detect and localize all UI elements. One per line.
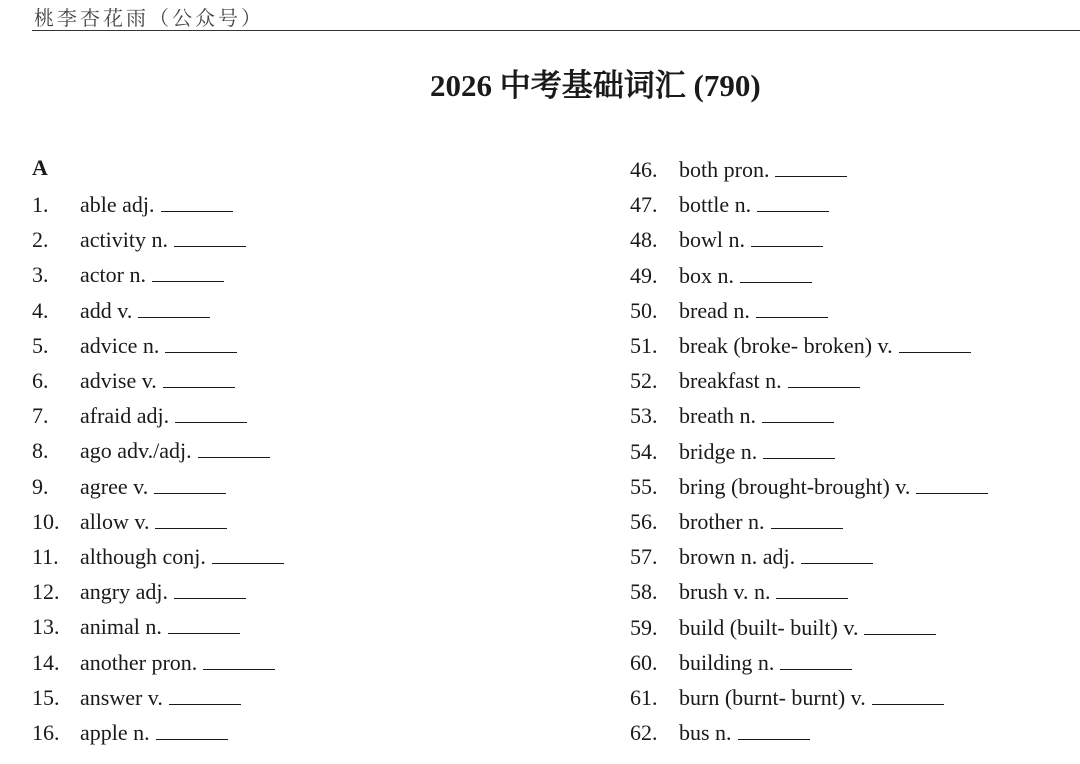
entry-number: 9.: [32, 473, 49, 499]
entry-word-text: bridge n.: [679, 438, 758, 464]
entry-word-text: bread n.: [679, 297, 750, 323]
entry-word: [80, 331, 237, 361]
answer-blank[interactable]: [771, 508, 843, 529]
entry-word: [679, 225, 823, 255]
entry-word: [80, 436, 270, 466]
entry-number: 55.: [630, 473, 658, 499]
entry-word-text: build (built- built) v.: [679, 614, 859, 640]
entry-number: 11.: [32, 544, 59, 569]
answer-blank[interactable]: [864, 614, 936, 635]
answer-blank[interactable]: [762, 402, 834, 423]
entry-number: 6.: [32, 368, 49, 393]
vocab-entry: [32, 718, 150, 748]
entry-number: 54.: [630, 438, 658, 464]
header-bar: [32, 0, 1080, 31]
answer-blank[interactable]: [872, 684, 944, 705]
entry-word: [80, 507, 227, 537]
answer-blank[interactable]: [198, 437, 270, 458]
entry-word: [80, 260, 224, 290]
vocab-entry: [630, 648, 775, 678]
entry-word-text: bottle n.: [679, 192, 752, 218]
entry-word: [679, 331, 971, 361]
entry-word-text: brown n. adj.: [679, 544, 796, 570]
entry-word-text: breath n.: [679, 403, 756, 429]
vocab-entry: [630, 155, 770, 185]
vocab-entry: [32, 331, 160, 361]
page-title: 2026 中考基础词汇 (790): [430, 68, 761, 103]
vocab-entry: [32, 472, 149, 502]
vocab-entry: [630, 577, 771, 607]
vocab-entry: [630, 437, 758, 467]
vocab-entry: [32, 436, 192, 466]
section-letter: A: [32, 155, 48, 180]
entry-word-text: brother n.: [679, 509, 765, 534]
entry-word: [679, 648, 852, 678]
entry-word-text: afraid adj.: [80, 403, 170, 429]
vocab-entry: [32, 648, 198, 678]
entry-word-text: both pron.: [679, 157, 770, 182]
entry-word-text: animal n.: [80, 614, 162, 640]
vocab-entry: [32, 401, 170, 431]
vocab-entry: [32, 366, 157, 396]
entry-word: [679, 261, 812, 291]
entry-number: 13.: [32, 614, 60, 640]
answer-blank[interactable]: [175, 402, 247, 423]
entry-word: [80, 612, 240, 642]
vocab-entry: [630, 331, 893, 361]
entry-number: 60.: [630, 649, 658, 675]
entry-word: [80, 718, 228, 748]
entry-word-text: advice n.: [80, 332, 160, 358]
answer-blank[interactable]: [161, 191, 233, 212]
entry-word-text: brush v. n.: [679, 579, 771, 605]
entry-word-text: box n.: [679, 262, 734, 288]
vocab-entry: [630, 472, 911, 502]
answer-blank[interactable]: [763, 438, 835, 459]
entry-number: 10.: [32, 508, 60, 534]
answer-blank[interactable]: [203, 649, 275, 670]
entry-word: [679, 542, 873, 572]
vocab-entry: [32, 577, 168, 607]
entry-number: 4.: [32, 297, 49, 323]
entry-number: 7.: [32, 403, 49, 429]
answer-blank[interactable]: [916, 473, 988, 494]
vocab-entry: [630, 296, 750, 326]
entry-number: 56.: [630, 509, 658, 534]
vocab-entry: [32, 190, 155, 220]
entry-word: [80, 401, 247, 431]
watermark-text: 桃李杏花雨（公众号）: [34, 6, 264, 30]
entry-word-text: bring (brought-brought) v.: [679, 473, 911, 499]
vocab-entry: [32, 542, 206, 572]
answer-blank[interactable]: [174, 226, 246, 247]
answer-blank[interactable]: [788, 367, 860, 388]
entry-number: 5.: [32, 332, 49, 358]
entry-number: 62.: [630, 720, 658, 746]
vocab-entry: [630, 190, 752, 220]
entry-word-text: able adj.: [80, 192, 155, 217]
entry-number: 8.: [32, 438, 49, 464]
entry-word: [679, 437, 835, 467]
answer-blank[interactable]: [899, 332, 971, 353]
vocab-entry: [630, 718, 732, 748]
entry-number: 52.: [630, 368, 658, 394]
entry-word-text: bus n.: [679, 720, 732, 746]
answer-blank[interactable]: [163, 367, 235, 388]
entry-word-text: answer v.: [80, 684, 163, 710]
entry-number: 47.: [630, 192, 658, 218]
entry-word-text: activity n.: [80, 227, 168, 253]
vocab-entry: [630, 507, 765, 537]
vocab-entry: [630, 225, 745, 255]
entry-word: [679, 190, 829, 220]
answer-blank[interactable]: [156, 719, 228, 740]
entry-number: 53.: [630, 403, 658, 429]
entry-word-text: advise v.: [80, 368, 157, 393]
answer-blank[interactable]: [165, 332, 237, 353]
answer-blank[interactable]: [154, 473, 226, 494]
entry-word: [679, 577, 848, 607]
answer-blank[interactable]: [757, 191, 829, 212]
entry-word-text: breakfast n.: [679, 368, 782, 394]
vocab-entry: [630, 401, 756, 431]
answer-blank[interactable]: [738, 719, 810, 740]
answer-blank[interactable]: [169, 684, 241, 705]
entry-word-text: bowl n.: [679, 227, 745, 253]
answer-blank[interactable]: [152, 261, 224, 282]
answer-blank[interactable]: [751, 226, 823, 247]
answer-blank[interactable]: [168, 613, 240, 634]
entry-word: [679, 613, 936, 643]
vocab-entry: [32, 683, 163, 713]
entry-word-text: another pron.: [80, 649, 198, 675]
vocab-entry: [630, 261, 734, 291]
entry-number: 57.: [630, 544, 658, 570]
entry-word: [80, 472, 226, 502]
entry-word-text: break (broke- broken) v.: [679, 333, 893, 358]
entry-word-text: allow v.: [80, 508, 150, 534]
entry-word-text: agree v.: [80, 473, 149, 499]
entry-word-text: although conj.: [80, 544, 206, 569]
entry-word: [679, 507, 843, 537]
entry-number: 51.: [630, 333, 658, 358]
entry-word: [80, 542, 284, 572]
vocab-entry: [630, 613, 859, 643]
entry-number: 58.: [630, 579, 658, 605]
vocab-entry: [630, 366, 782, 396]
entry-number: 46.: [630, 157, 658, 182]
entry-number: 50.: [630, 297, 658, 323]
entry-word: [679, 296, 828, 326]
entry-number: 1.: [32, 192, 49, 217]
entry-word-text: add v.: [80, 297, 133, 323]
entry-word: [80, 577, 246, 607]
entry-word: [679, 401, 834, 431]
answer-blank[interactable]: [155, 508, 227, 529]
answer-blank[interactable]: [212, 543, 284, 564]
entry-word: [80, 648, 275, 678]
entry-number: 12.: [32, 579, 60, 605]
entry-number: 15.: [32, 684, 60, 710]
answer-blank[interactable]: [138, 297, 210, 318]
entry-word: [679, 718, 810, 748]
entry-word-text: angry adj.: [80, 579, 168, 605]
entry-word-text: actor n.: [80, 262, 146, 288]
entry-number: 14.: [32, 649, 60, 675]
entry-word: [80, 366, 235, 396]
vocab-entry: [32, 507, 150, 537]
entry-word: [679, 472, 988, 502]
entry-word-text: ago adv./adj.: [80, 438, 192, 464]
vocab-entry: [32, 260, 146, 290]
vocab-entry: [32, 225, 168, 255]
vocab-entry: [630, 542, 796, 572]
answer-blank[interactable]: [776, 578, 848, 599]
entry-word: [80, 683, 241, 713]
vocab-entry: [32, 612, 162, 642]
entry-number: 49.: [630, 262, 658, 288]
entry-number: 61.: [630, 685, 658, 710]
answer-blank[interactable]: [801, 543, 873, 564]
answer-blank[interactable]: [756, 297, 828, 318]
entry-word: [80, 225, 246, 255]
entry-word-text: apple n.: [80, 720, 150, 745]
entry-word-text: building n.: [679, 649, 775, 675]
entry-number: 59.: [630, 614, 658, 640]
vocab-entry: [32, 296, 133, 326]
answer-blank[interactable]: [740, 262, 812, 283]
answer-blank[interactable]: [780, 649, 852, 670]
entry-number: 48.: [630, 227, 658, 253]
entry-word: [679, 366, 860, 396]
entry-word: [679, 155, 847, 185]
entry-word-text: burn (burnt- burnt) v.: [679, 685, 866, 710]
entry-number: 16.: [32, 720, 60, 745]
entry-number: 3.: [32, 262, 49, 288]
vocab-entry: [630, 683, 866, 713]
entry-word: [80, 190, 233, 220]
entry-number: 2.: [32, 227, 49, 253]
entry-word: [679, 683, 944, 713]
entry-word: [80, 296, 210, 326]
answer-blank[interactable]: [775, 156, 847, 177]
answer-blank[interactable]: [174, 578, 246, 599]
